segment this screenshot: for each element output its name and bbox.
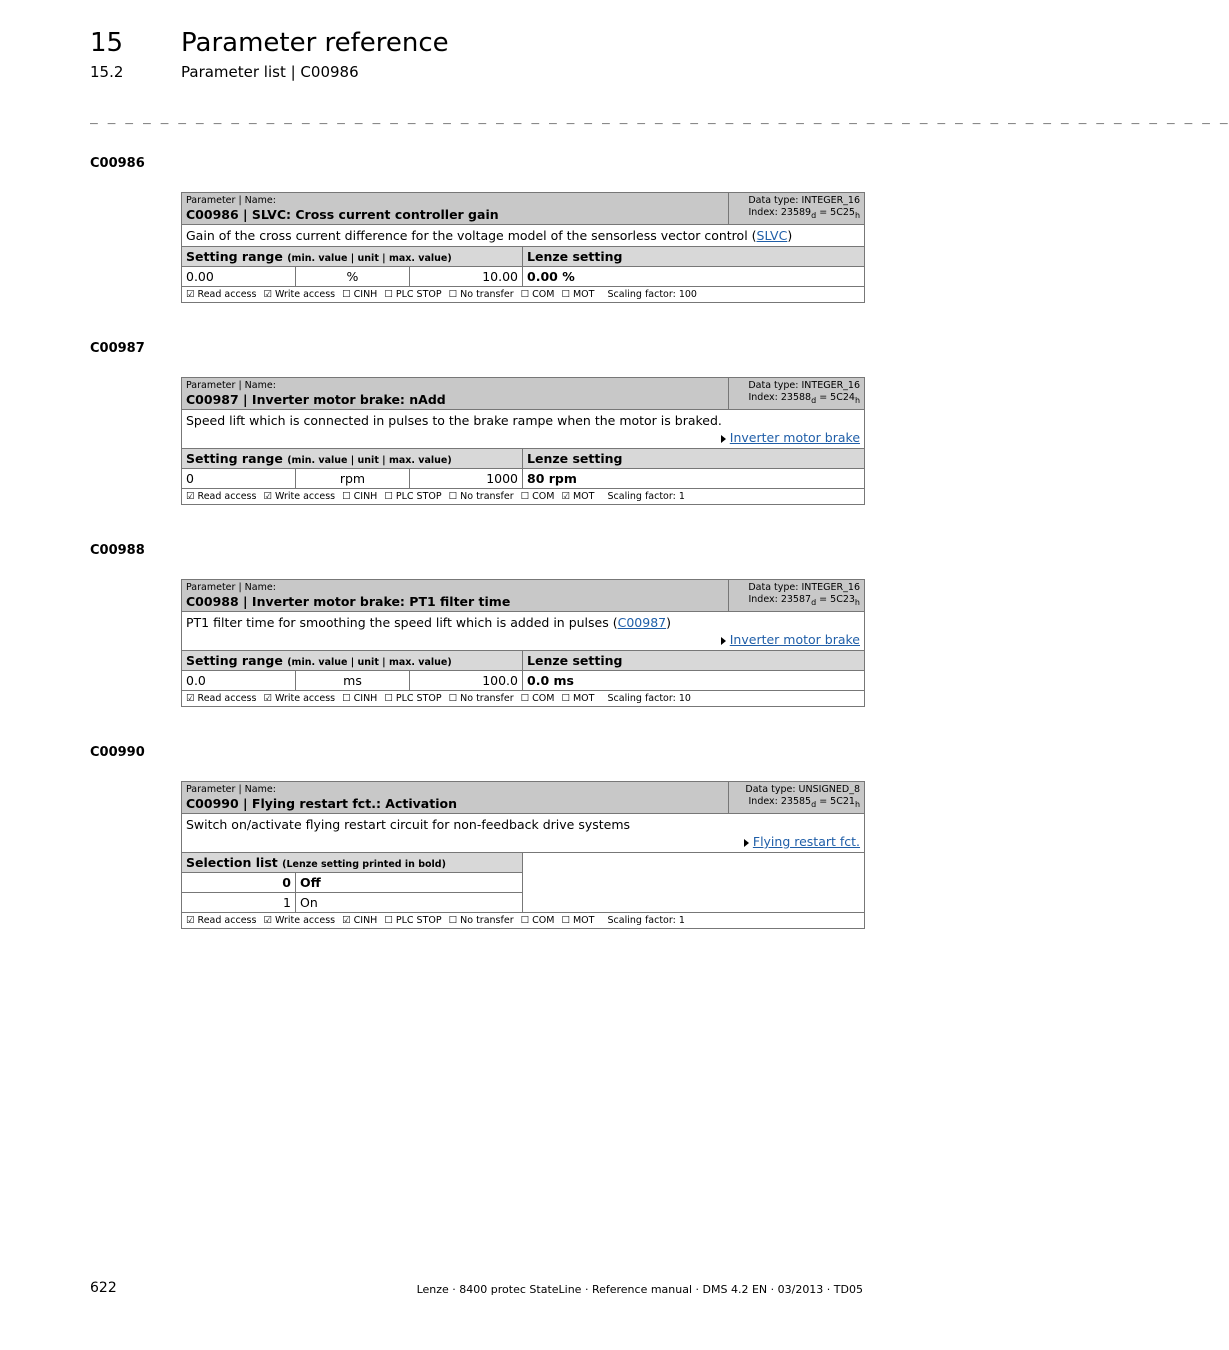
lenze-setting-header: Lenze setting bbox=[523, 247, 865, 267]
param-datatype: Data type: INTEGER_16 Index: $23587_d = 5C23_h$ bbox=[729, 580, 865, 612]
scaling-factor: Scaling factor: 100 bbox=[607, 289, 697, 300]
slvc-link[interactable]: SLVC bbox=[756, 228, 788, 243]
index: Index: $23589_d = 5C25_h$ bbox=[748, 207, 861, 220]
index: Index: $23585_d = 5C21_h$ bbox=[748, 796, 861, 809]
access-flags: ☑ Read access ☑ Write access ☐ CINH ☐ PLC STOP ☐ No transfer ☐ COM ☐ MOT Scaling factor: 100 bbox=[182, 287, 865, 303]
param-header: Parameter | Name: C00988 | Inverter motor brake: PT1 filter time bbox=[182, 580, 729, 612]
param-title: C00990 | Flying restart fct.: Activation bbox=[186, 796, 457, 811]
setting-range-header: Setting range (min. value | unit | max. value) bbox=[182, 449, 523, 469]
param-description: PT1 filter time for smoothing the speed lift which is added in pulses (C00987) Inverter motor brake bbox=[182, 612, 865, 651]
max-value: 1000 bbox=[410, 469, 523, 489]
selection-list-header: Selection list (Lenze setting printed in bold) bbox=[182, 853, 523, 873]
max-value: 100.0 bbox=[410, 671, 523, 691]
footer-info: Lenze · 8400 protec StateLine · Reference manual · DMS 4.2 EN · 03/2013 · TD05 bbox=[416, 1283, 863, 1296]
param-name-label: Parameter | Name: bbox=[186, 195, 276, 206]
param-table-c00988 bbox=[181, 579, 865, 707]
unit: % bbox=[296, 267, 410, 287]
param-table-c00987 bbox=[181, 377, 865, 505]
inverter-motor-brake-link[interactable]: Inverter motor brake bbox=[729, 632, 860, 647]
scaling-factor: Scaling factor: 1 bbox=[607, 491, 685, 502]
param-header bbox=[182, 193, 729, 225]
scaling-factor: Scaling factor: 10 bbox=[607, 693, 691, 704]
header-divider: _ _ _ _ _ _ _ _ _ _ _ _ _ _ _ _ _ _ _ _ _ _ _ _ _ _ _ _ _ _ _ _ _ _ _ _ _ _ _ _ _ _ _ _ _ _ _ _ _ _ _ _ _ _ _ _ _ _ _ _ _ _ _ _ _ bbox=[90, 110, 1229, 125]
param-description: Gain of the cross current difference for the voltage model of the sensorless vector control (SLVC) bbox=[182, 225, 865, 247]
unit: rpm bbox=[296, 469, 410, 489]
arrow-right-icon bbox=[721, 435, 726, 443]
param-header: Parameter | Name: C00990 | Flying restart fct.: Activation bbox=[182, 782, 729, 814]
lenze-setting: 80 rpm bbox=[523, 469, 865, 489]
access-flags: ☑ Read access ☑ Write access ☐ CINH ☐ PLC STOP ☐ No transfer ☐ COM ☐ MOT Scaling factor: 10 bbox=[182, 691, 865, 707]
scaling-factor: Scaling factor: 1 bbox=[607, 915, 685, 926]
flying-restart-link[interactable]: Flying restart fct. bbox=[752, 834, 861, 849]
min-value: 0 bbox=[182, 469, 296, 489]
setting-range-header: Setting range (min. value | unit | max. value) bbox=[182, 651, 523, 671]
c00987-link[interactable]: C00987 bbox=[617, 615, 667, 630]
lenze-setting: 0.00 % bbox=[523, 267, 865, 287]
param-table-c00986 bbox=[181, 192, 865, 303]
arrow-right-icon bbox=[744, 839, 749, 847]
access-flags: ☑ Read access ☑ Write access ☐ CINH ☐ PLC STOP ☐ No transfer ☐ COM ☑ MOT Scaling factor: 1 bbox=[182, 489, 865, 505]
index: Index: $23588_d = 5C24_h$ bbox=[748, 392, 861, 405]
lenze-setting-header: Lenze setting bbox=[523, 449, 865, 469]
section-number: 15.2 bbox=[90, 63, 124, 81]
setting-range-header: Setting range (min. value | unit | max. value) bbox=[182, 247, 523, 267]
option-value: 0 bbox=[182, 873, 296, 893]
access-flags: ☑ Read access ☑ Write access ☑ CINH ☐ PLC STOP ☐ No transfer ☐ COM ☐ MOT Scaling factor: 1 bbox=[182, 913, 865, 929]
param-header: Parameter | Name: C00987 | Inverter motor brake: nAdd bbox=[182, 378, 729, 410]
unit: ms bbox=[296, 671, 410, 691]
param-title: C00987 | Inverter motor brake: nAdd bbox=[186, 392, 446, 407]
lenze-setting: 0.0 ms bbox=[523, 671, 865, 691]
section-title: Parameter list | C00986 bbox=[181, 63, 359, 81]
option-label: On bbox=[296, 893, 523, 913]
lenze-setting-header: Lenze setting bbox=[523, 651, 865, 671]
param-description: Switch on/activate flying restart circuit for non-feedback drive systems Flying restart fct. bbox=[182, 814, 865, 853]
empty-cell bbox=[523, 853, 865, 913]
param-description: Speed lift which is connected in pulses to the brake rampe when the motor is braked. Inverter motor brake bbox=[182, 410, 865, 449]
param-table-c00990 bbox=[181, 781, 865, 929]
param-datatype: Data type: INTEGER_16 Index: $23588_d = 5C24_h$ bbox=[729, 378, 865, 410]
param-datatype: Data type: UNSIGNED_8 Index: $23585_d = 5C21_h$ bbox=[729, 782, 865, 814]
chapter-title: Parameter reference bbox=[181, 28, 449, 58]
option-label: Off bbox=[296, 873, 523, 893]
page-number: 622 bbox=[90, 1280, 117, 1296]
max-value: 10.00 bbox=[410, 267, 523, 287]
arrow-right-icon bbox=[721, 637, 726, 645]
section-code-c00987: C00987 bbox=[90, 341, 145, 356]
data-type: Data type: INTEGER_16 bbox=[748, 195, 861, 206]
param-title: C00986 | SLVC: Cross current controller gain bbox=[186, 207, 499, 222]
index: Index: $23587_d = 5C23_h$ bbox=[748, 594, 860, 607]
min-value: 0.00 bbox=[182, 267, 296, 287]
chapter-number: 15 bbox=[90, 28, 124, 58]
param-datatype bbox=[729, 193, 865, 225]
min-value: 0.0 bbox=[182, 671, 296, 691]
section-code-c00988: C00988 bbox=[90, 543, 145, 558]
param-title: C00988 | Inverter motor brake: PT1 filter time bbox=[186, 594, 511, 609]
inverter-motor-brake-link[interactable]: Inverter motor brake bbox=[729, 430, 861, 445]
section-code-c00986: C00986 bbox=[90, 156, 145, 171]
section-code-c00990: C00990 bbox=[90, 745, 145, 760]
option-value: 1 bbox=[182, 893, 296, 913]
